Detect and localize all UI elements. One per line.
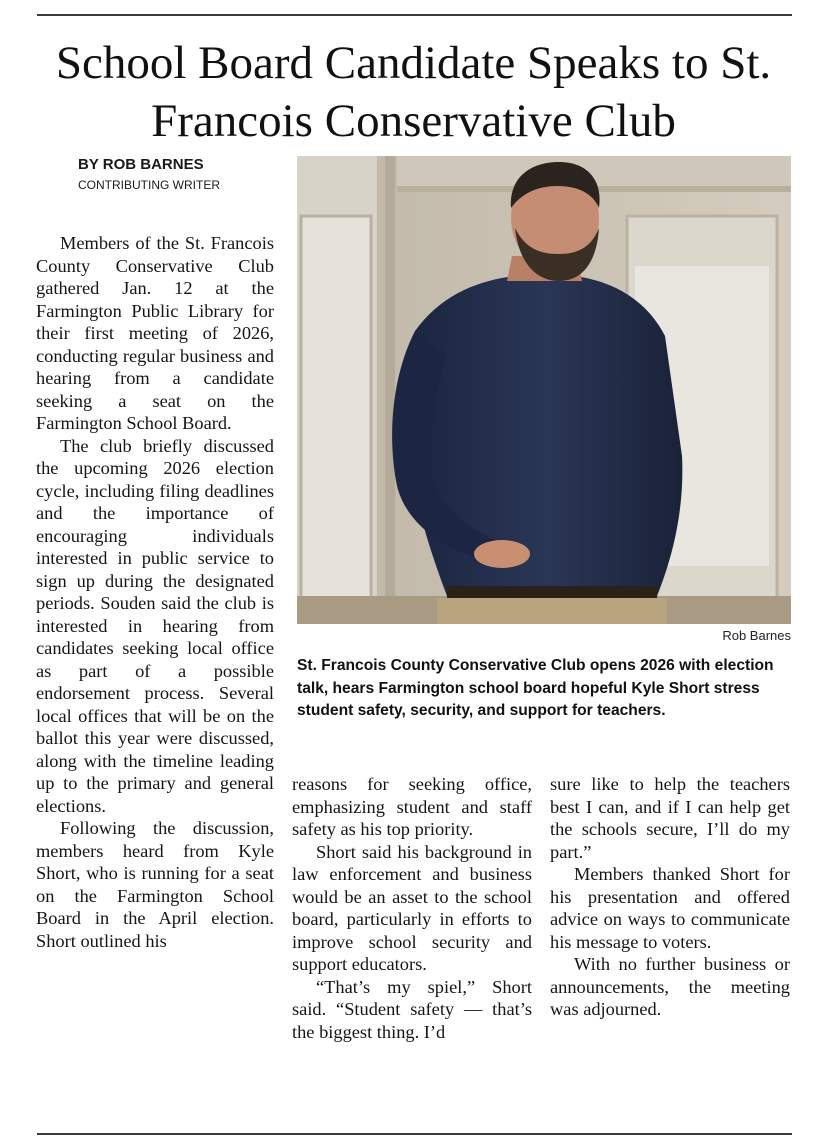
body-column-2	[292, 773, 532, 1043]
photo-credit: Rob Barnes	[722, 628, 791, 643]
article-photo	[297, 156, 791, 624]
body-column-3	[550, 773, 790, 1021]
headline: School Board Candidate Speaks to St. Francois Conservative Club	[55, 37, 772, 147]
paragraph: Members of the St. Francois County Conservative Club gathered Jan. 12 at the Farmington Public Library for their first meeting of 2026, conducting regular business and hearing from a candidate seeking a seat on the Farmington School Board.	[36, 233, 274, 433]
byline-role: CONTRIBUTING WRITER	[78, 178, 220, 192]
byline: BY ROB BARNES	[78, 156, 204, 173]
speaker-photo-illustration	[297, 156, 791, 624]
paragraph: Following the discussion, members heard from Kyle Short, who is running for a seat on the Farmington School Board in the April election. Short outlined his	[36, 818, 274, 951]
paragraph: With no further business or announcements, the meeting was adjourned.	[550, 954, 790, 1019]
paragraph: “That’s my spiel,” Short said. “Student safety — that’s the biggest thing. I’d	[292, 976, 532, 1042]
photo-caption: St. Francois County Conservative Club opens 2026 with election talk, hears Farmington school board hopeful Kyle Short stress student safety, security, and support for teachers.	[297, 657, 774, 719]
paragraph: sure like to help the teachers best I can, and if I can help get the schools secure, I’ll do my part.”	[550, 774, 790, 862]
paragraph: The club briefly discussed the upcoming 2026 election cycle, including filing deadlines and the importance of encouraging individuals interested in public service to sign up during the designated periods. Souden said the club is interested in hearing from candidates seeking local office as part of a possible endorsement process. Several local offices that will be on the ballot this year were discussed, along with the timeline leading up to the primary and general elections.	[36, 435, 274, 816]
paragraph: Short said his background in law enforcement and business would be an asset to the school board, particularly in efforts to improve school security and support educators.	[292, 841, 532, 974]
body-column-1	[36, 232, 274, 952]
paragraph: reasons for seeking office, emphasizing student and staff safety as his top priority.	[292, 774, 532, 839]
top-rule	[37, 14, 792, 16]
paragraph: Members thanked Short for his presentation and offered advice on ways to communicate his message to voters.	[550, 864, 790, 952]
bottom-rule	[37, 1133, 792, 1135]
